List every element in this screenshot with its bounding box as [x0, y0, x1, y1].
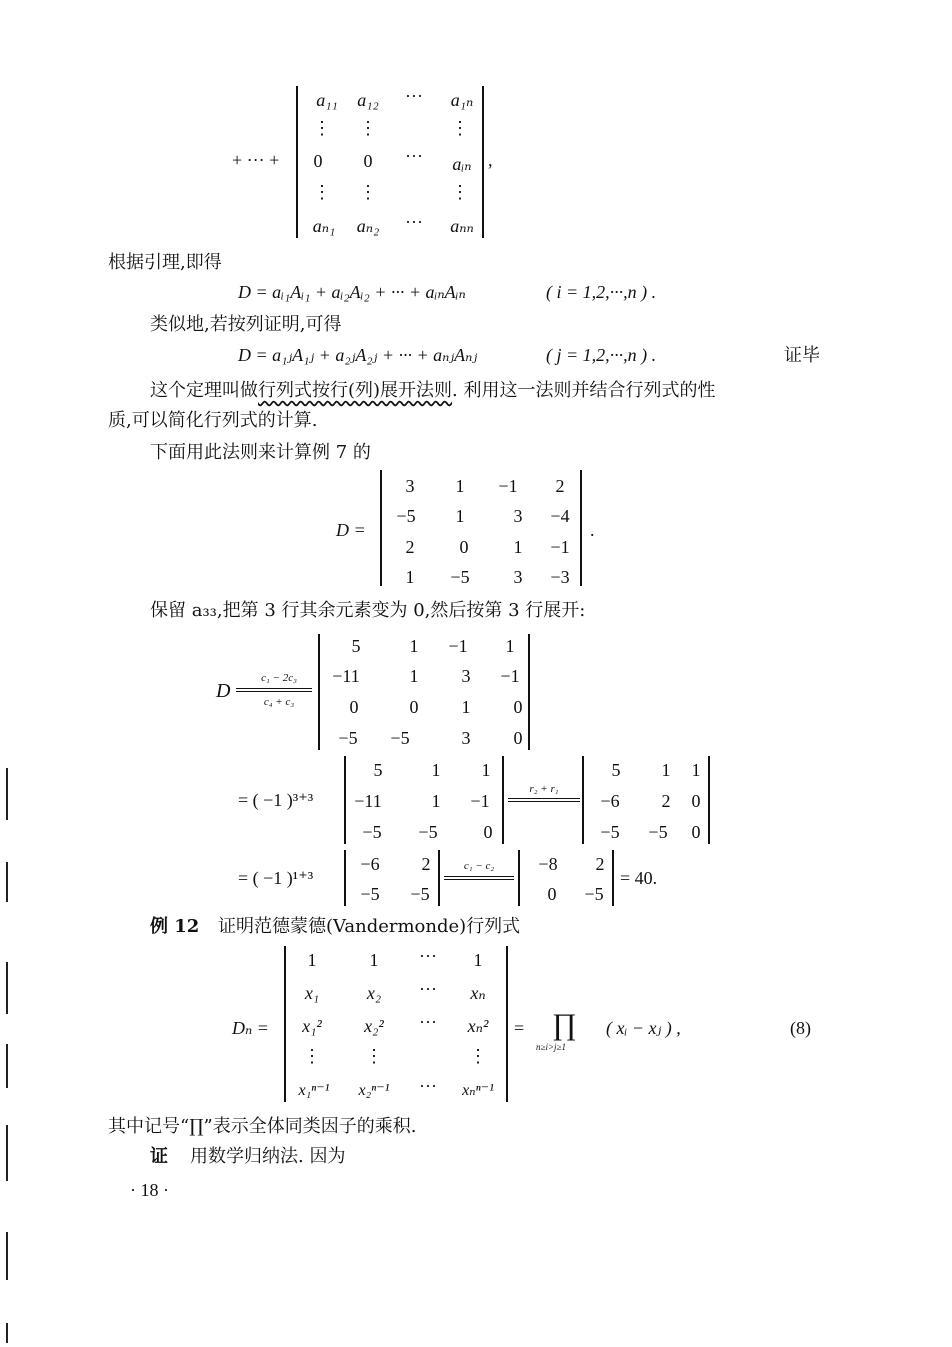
op-bar: [508, 801, 580, 802]
det-cell: ···: [419, 946, 437, 966]
det-cell: ⋮: [313, 182, 331, 202]
det-cell: 1: [461, 697, 471, 717]
det-cell: −8: [538, 854, 558, 874]
det-cell: −1: [550, 537, 570, 557]
scan-mark: [6, 1323, 8, 1343]
det-cell: 3: [461, 666, 471, 686]
det-lhs: D =: [336, 520, 366, 540]
det-cell: a₁₂: [357, 90, 379, 110]
det-cell: aₙₙ: [450, 216, 474, 236]
det-cell: 1: [661, 760, 671, 780]
det-cell: ···: [405, 146, 423, 166]
scan-mark: [6, 1232, 8, 1280]
det-cell: 1: [691, 760, 701, 780]
op-bar: [444, 879, 514, 880]
proof-label: 证: [150, 1146, 168, 1167]
op-bar: [236, 691, 312, 692]
product-factor: ( xᵢ − xⱼ ) ,: [606, 1018, 681, 1038]
det-cell: 0: [459, 537, 469, 557]
det-cell: 1: [455, 506, 465, 526]
product-symbol: ∏: [552, 1008, 577, 1041]
det-cell: 0: [691, 791, 701, 811]
det-left-bar: [284, 946, 286, 1102]
det-cell: ⋮: [303, 1046, 321, 1066]
det-cell: −1: [448, 636, 468, 656]
det-cell: 3: [461, 728, 471, 748]
det-cell: x₂²: [364, 1016, 384, 1036]
det-cell: aₙ₁: [312, 216, 336, 236]
det-left-bar: [582, 756, 584, 844]
det-cell: 1: [481, 760, 491, 780]
det-cell: 1: [455, 476, 465, 496]
det-cell: −5: [396, 506, 416, 526]
det-cell: x₂: [366, 983, 382, 1003]
det-cell: −6: [600, 791, 620, 811]
det-cell: x₁²: [302, 1016, 322, 1036]
det-cell: ···: [419, 1076, 437, 1096]
det-cell: ···: [419, 979, 437, 999]
det-cell: −5: [584, 884, 604, 904]
det-cell: ···: [405, 212, 423, 232]
det-left-bar: [318, 634, 320, 750]
det-cell: ···: [405, 86, 423, 106]
det-cell: a₁ₙ: [450, 90, 474, 110]
det-cell: −11: [354, 791, 382, 811]
text-line: 下面用此法则来计算例 7 的: [150, 442, 371, 463]
scan-mark: [6, 962, 8, 1014]
det-cell: aᵢₙ: [452, 154, 472, 174]
det-cell: −1: [470, 791, 490, 811]
det-cell: 0: [513, 728, 523, 748]
det-cell: 1: [307, 950, 317, 970]
det-cell: −11: [332, 666, 360, 686]
page-number: · 18 ·: [130, 1180, 169, 1200]
det-cell: −5: [648, 822, 668, 842]
calc-lhs: D: [216, 680, 231, 702]
eq-sign: =: [514, 1018, 525, 1038]
product-subscript: n≥i>j≥1: [536, 1042, 566, 1052]
det-cell: 1: [473, 950, 483, 970]
det-cell: −5: [360, 884, 380, 904]
paragraph-line: [150, 380, 716, 402]
op-label: c₄ + c₃: [263, 696, 295, 708]
det-cell: 1: [405, 567, 415, 587]
det-cell: ⋮: [313, 118, 331, 138]
det-left-bar: [344, 850, 346, 906]
det-cell: 3: [513, 567, 523, 587]
det-cell: 2: [421, 854, 431, 874]
text-line: 根据引理,即得: [108, 252, 222, 273]
det-cell: 0: [363, 151, 373, 171]
det-cell: 2: [555, 476, 565, 496]
det-suffix: .: [590, 520, 595, 540]
example-text: 证明范德蒙德(Vandermonde)行列式: [218, 916, 521, 937]
det-cell: 1: [505, 636, 515, 656]
det-cell: x₁: [304, 983, 320, 1003]
det-cell: 1: [409, 666, 419, 686]
text-line: 类似地,若按列证明,可得: [150, 314, 342, 335]
det-cell: ⋮: [359, 118, 377, 138]
det-cell: −4: [550, 506, 570, 526]
det-cell: 2: [661, 791, 671, 811]
det-cell: 0: [513, 697, 523, 717]
det-cell: −5: [450, 567, 470, 587]
example-label: 例 12: [150, 916, 200, 937]
calc-step-prefix: = ( −1 )³⁺³: [238, 790, 314, 810]
det-cell: −5: [338, 728, 358, 748]
formula-row-expansion: D = aᵢ₁Aᵢ₁ + aᵢ₂Aᵢ₂ + ··· + aᵢₙAᵢₙ: [238, 282, 466, 302]
scan-mark: [6, 862, 8, 902]
det-cell: −1: [498, 476, 518, 496]
det-lhs: Dₙ =: [232, 1018, 269, 1038]
scan-mark: [6, 768, 8, 820]
det-cell: ⋮: [359, 182, 377, 202]
calc-step-prefix: = ( −1 )¹⁺³: [238, 868, 314, 888]
scan-mark: [6, 1125, 8, 1181]
det-cell: a₁₁: [316, 90, 338, 110]
scan-mark: [6, 1044, 8, 1088]
formula-condition: ( j = 1,2,···,n ) .: [546, 345, 657, 365]
det-right-bar: [506, 946, 508, 1102]
proof-text: 用数学归纳法. 因为: [190, 1146, 346, 1167]
det-cell: 2: [405, 537, 415, 557]
det-cell: −6: [360, 854, 380, 874]
det-cell: −1: [500, 666, 520, 686]
formula-column-expansion: D = a₁ⱼA₁ⱼ + a₂ⱼA₂ⱼ + ··· + aₙⱼAₙⱼ: [238, 345, 478, 365]
det-cell: 5: [373, 760, 383, 780]
op-label: c₁ − 2c₃: [261, 672, 297, 684]
det-cell: ⋮: [451, 118, 469, 138]
det-cell: 3: [513, 506, 523, 526]
op-label: c₁ − c₂: [463, 860, 495, 872]
equation-number: (8): [790, 1018, 811, 1038]
det-cell: −5: [390, 728, 410, 748]
det-cell: 2: [595, 854, 605, 874]
det-cell: xₙⁿ⁻¹: [462, 1082, 494, 1099]
defined-term: 行列式按行(列)展开法则: [258, 380, 453, 401]
qed-mark: 证毕: [784, 345, 820, 366]
op-bar: [236, 688, 312, 689]
det-cell: 0: [349, 697, 359, 717]
det-cell: −5: [418, 822, 438, 842]
op-bar: [508, 798, 580, 799]
det-cell: −5: [362, 822, 382, 842]
det-cell: ⋮: [451, 182, 469, 202]
det-cell: ⋮: [365, 1046, 383, 1066]
det-cell: −5: [410, 884, 430, 904]
text-line: 其中记号“∏”表示全体同类因子的乘积.: [108, 1116, 417, 1137]
det-prefix: + ··· +: [232, 150, 280, 170]
det-left-bar: [518, 850, 520, 906]
det-cell: 0: [691, 822, 701, 842]
det-cell: 1: [513, 537, 523, 557]
det-cell: x₁ⁿ⁻¹: [298, 1082, 330, 1099]
op-bar: [444, 876, 514, 877]
det-cell: 1: [431, 760, 441, 780]
det-left-bar: [380, 470, 382, 586]
formula-condition: ( i = 1,2,···,n ) .: [546, 282, 657, 302]
det-cell: 1: [409, 636, 419, 656]
det-cell: 1: [431, 791, 441, 811]
det-cell: 0: [547, 884, 557, 904]
det-cell: x₂ⁿ⁻¹: [358, 1082, 390, 1099]
paragraph-line: 质,可以简化行列式的计算.: [108, 410, 318, 431]
det-cell: aₙ₂: [356, 216, 380, 236]
calc-result: = 40.: [620, 868, 658, 888]
det-cell: −5: [600, 822, 620, 842]
det-cell: 5: [351, 636, 361, 656]
det-cell: ···: [419, 1012, 437, 1032]
det-cell: 5: [611, 760, 621, 780]
det-suffix: ,: [488, 150, 493, 170]
det-cell: xₙ: [470, 983, 486, 1003]
text-line: 保留 a₃₃,把第 3 行其余元素变为 0,然后按第 3 行展开:: [150, 600, 586, 621]
det-cell: ⋮: [469, 1046, 487, 1066]
op-label: r₂ + r₁: [529, 783, 559, 795]
det-cell: 3: [405, 476, 415, 496]
paragraph-text: . 利用这一法则并结合行列式的性: [452, 380, 716, 401]
det-cell: xₙ²: [467, 1016, 489, 1036]
det-cell: 1: [369, 950, 379, 970]
paragraph-text: 这个定理叫做: [150, 380, 258, 401]
det-cell: 0: [483, 822, 493, 842]
det-cell: 0: [313, 151, 323, 171]
det-cell: 0: [409, 697, 419, 717]
det-cell: −3: [550, 567, 570, 587]
